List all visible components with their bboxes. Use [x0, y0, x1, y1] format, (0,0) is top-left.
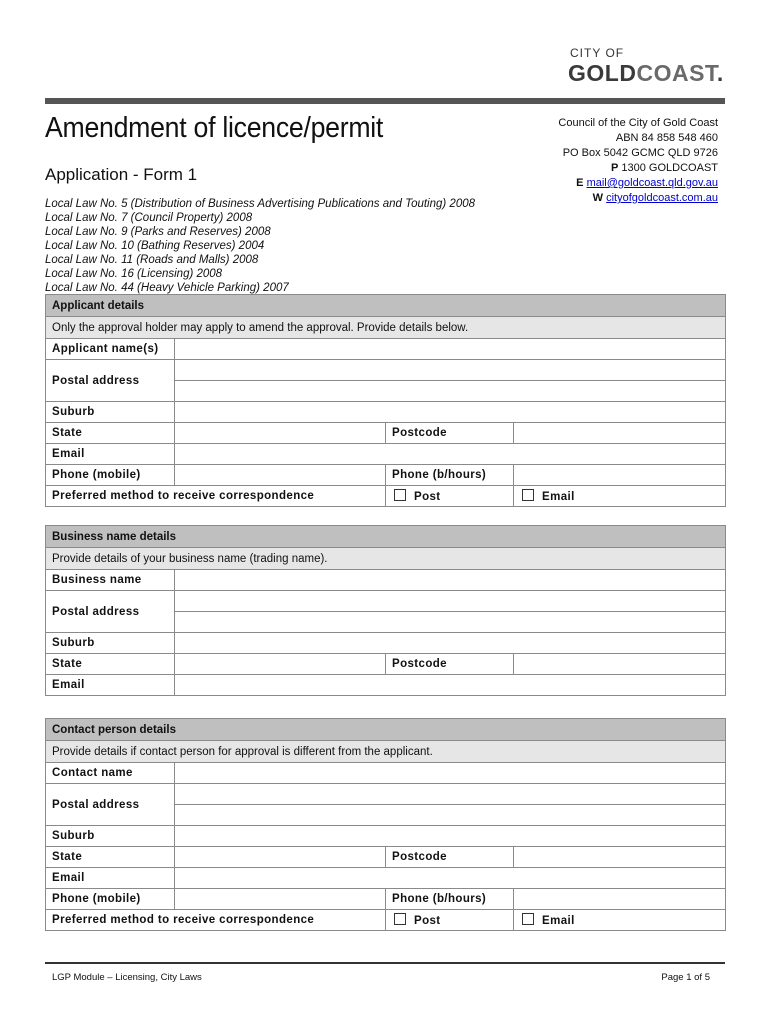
- business-name-label: Business name: [46, 570, 175, 591]
- applicant-postcode-label: Postcode: [386, 423, 514, 444]
- footer-page-number: Page 1 of 5: [661, 972, 710, 983]
- applicant-postal-field-line1[interactable]: [175, 360, 726, 381]
- footer-rule: [45, 962, 725, 964]
- business-email-field[interactable]: [175, 675, 726, 696]
- applicant-postal-label: Postal address: [46, 360, 175, 402]
- city-of-gold-coast-logo: [566, 44, 726, 88]
- applicant-option-email: Email: [514, 486, 726, 507]
- applicant-email-field[interactable]: [175, 444, 726, 465]
- contact-option-email: Email: [514, 910, 726, 931]
- council-email: E mail@goldcoast.qld.gov.au: [576, 177, 718, 189]
- business-postal-field-line1[interactable]: [175, 591, 726, 612]
- contact-option-post: Post: [386, 910, 514, 931]
- contact-person-header: Contact person details: [46, 719, 726, 741]
- business-state-field[interactable]: [175, 654, 386, 675]
- applicant-phone-mobile-field[interactable]: [175, 465, 386, 486]
- contact-email-checkbox[interactable]: [522, 913, 534, 925]
- contact-suburb-label: Suburb: [46, 826, 175, 847]
- business-postal-label: Postal address: [46, 591, 175, 633]
- footer-module: LGP Module – Licensing, City Laws: [52, 972, 202, 983]
- council-name: Council of the City of Gold Coast: [558, 117, 718, 129]
- form-subtitle: Application - Form 1: [45, 165, 198, 184]
- business-suburb-field[interactable]: [175, 633, 726, 654]
- local-law-item: Local Law No. 5 (Distribution of Business Advertising Publications and Touting) 2008: [45, 198, 476, 210]
- council-website: W cityofgoldcoast.com.au: [592, 192, 718, 204]
- applicant-preferred-method-label: Preferred method to receive correspondence: [46, 486, 386, 507]
- local-law-item: Local Law No. 10 (Bathing Reserves) 2004: [45, 240, 265, 252]
- council-website-link[interactable]: cityofgoldcoast.com.au: [606, 192, 718, 204]
- applicant-option-post: Post: [386, 486, 514, 507]
- business-state-label: State: [46, 654, 175, 675]
- business-name-field[interactable]: [175, 570, 726, 591]
- local-law-item: Local Law No. 9 (Parks and Reserves) 2008: [45, 226, 271, 238]
- applicant-post-checkbox[interactable]: [394, 489, 406, 501]
- contact-postcode-field[interactable]: [514, 847, 726, 868]
- council-abn: ABN 84 858 548 460: [615, 132, 718, 144]
- business-suburb-label: Suburb: [46, 633, 175, 654]
- business-postcode-field[interactable]: [514, 654, 726, 675]
- council-phone: P 1300 GOLDCOAST: [611, 162, 718, 174]
- business-email-label: Email: [46, 675, 175, 696]
- council-email-link[interactable]: mail@goldcoast.qld.gov.au: [586, 177, 718, 189]
- business-details-info: Provide details of your business name (trading name).: [46, 548, 726, 570]
- header-rule: [45, 98, 725, 104]
- contact-email-field[interactable]: [175, 868, 726, 889]
- contact-phone-mobile-label: Phone (mobile): [46, 889, 175, 910]
- contact-preferred-method-label: Preferred method to receive correspondence: [46, 910, 386, 931]
- contact-postal-field-line2[interactable]: [175, 805, 726, 826]
- contact-postal-label: Postal address: [46, 784, 175, 826]
- applicant-email-label: Email: [46, 444, 175, 465]
- applicant-state-field[interactable]: [175, 423, 386, 444]
- local-law-item: Local Law No. 11 (Roads and Malls) 2008: [45, 254, 259, 266]
- applicant-details-table: [45, 294, 726, 507]
- applicant-name-field[interactable]: [175, 339, 726, 360]
- business-details-table: [45, 525, 726, 696]
- applicant-suburb-label: Suburb: [46, 402, 175, 423]
- contact-phone-bh-label: Phone (b/hours): [386, 889, 514, 910]
- local-law-item: Local Law No. 16 (Licensing) 2008: [45, 268, 223, 280]
- applicant-suburb-field[interactable]: [175, 402, 726, 423]
- contact-state-label: State: [46, 847, 175, 868]
- logo-wordmark: [568, 60, 724, 87]
- logo-city-of: CITY OF: [570, 46, 625, 60]
- applicant-email-checkbox[interactable]: [522, 489, 534, 501]
- logo-coast: COAST: [636, 60, 717, 86]
- applicant-postcode-field[interactable]: [514, 423, 726, 444]
- applicant-phone-bh-label: Phone (b/hours): [386, 465, 514, 486]
- local-laws-list: [45, 197, 475, 295]
- contact-name-field[interactable]: [175, 763, 726, 784]
- local-law-item: Local Law No. 44 (Heavy Vehicle Parking) 2007: [45, 282, 289, 294]
- applicant-details-info: Only the approval holder may apply to amend the approval. Provide details below.: [46, 317, 726, 339]
- business-details-header: Business name details: [46, 526, 726, 548]
- contact-postcode-label: Postcode: [386, 847, 514, 868]
- contact-state-field[interactable]: [175, 847, 386, 868]
- applicant-name-label: Applicant name(s): [46, 339, 175, 360]
- applicant-state-label: State: [46, 423, 175, 444]
- local-law-item: Local Law No. 7 (Council Property) 2008: [45, 212, 253, 224]
- applicant-postal-field-line2[interactable]: [175, 381, 726, 402]
- contact-email-label: Email: [46, 868, 175, 889]
- contact-phone-mobile-field[interactable]: [175, 889, 386, 910]
- contact-person-info: Provide details if contact person for approval is different from the applicant.: [46, 741, 726, 763]
- business-postcode-label: Postcode: [386, 654, 514, 675]
- applicant-details-header: Applicant details: [46, 295, 726, 317]
- logo-dot: .: [716, 60, 724, 86]
- contact-person-table: [45, 718, 726, 931]
- contact-post-checkbox[interactable]: [394, 913, 406, 925]
- contact-phone-bh-field[interactable]: [514, 889, 726, 910]
- council-po-box: PO Box 5042 GCMC QLD 9726: [562, 147, 718, 159]
- contact-name-label: Contact name: [46, 763, 175, 784]
- page-title: Amendment of licence/permit: [45, 112, 384, 144]
- applicant-phone-mobile-label: Phone (mobile): [46, 465, 175, 486]
- business-postal-field-line2[interactable]: [175, 612, 726, 633]
- council-contact-block: [558, 116, 718, 206]
- contact-suburb-field[interactable]: [175, 826, 726, 847]
- applicant-phone-bh-field[interactable]: [514, 465, 726, 486]
- logo-gold: GOLD: [568, 60, 637, 86]
- contact-postal-field-line1[interactable]: [175, 784, 726, 805]
